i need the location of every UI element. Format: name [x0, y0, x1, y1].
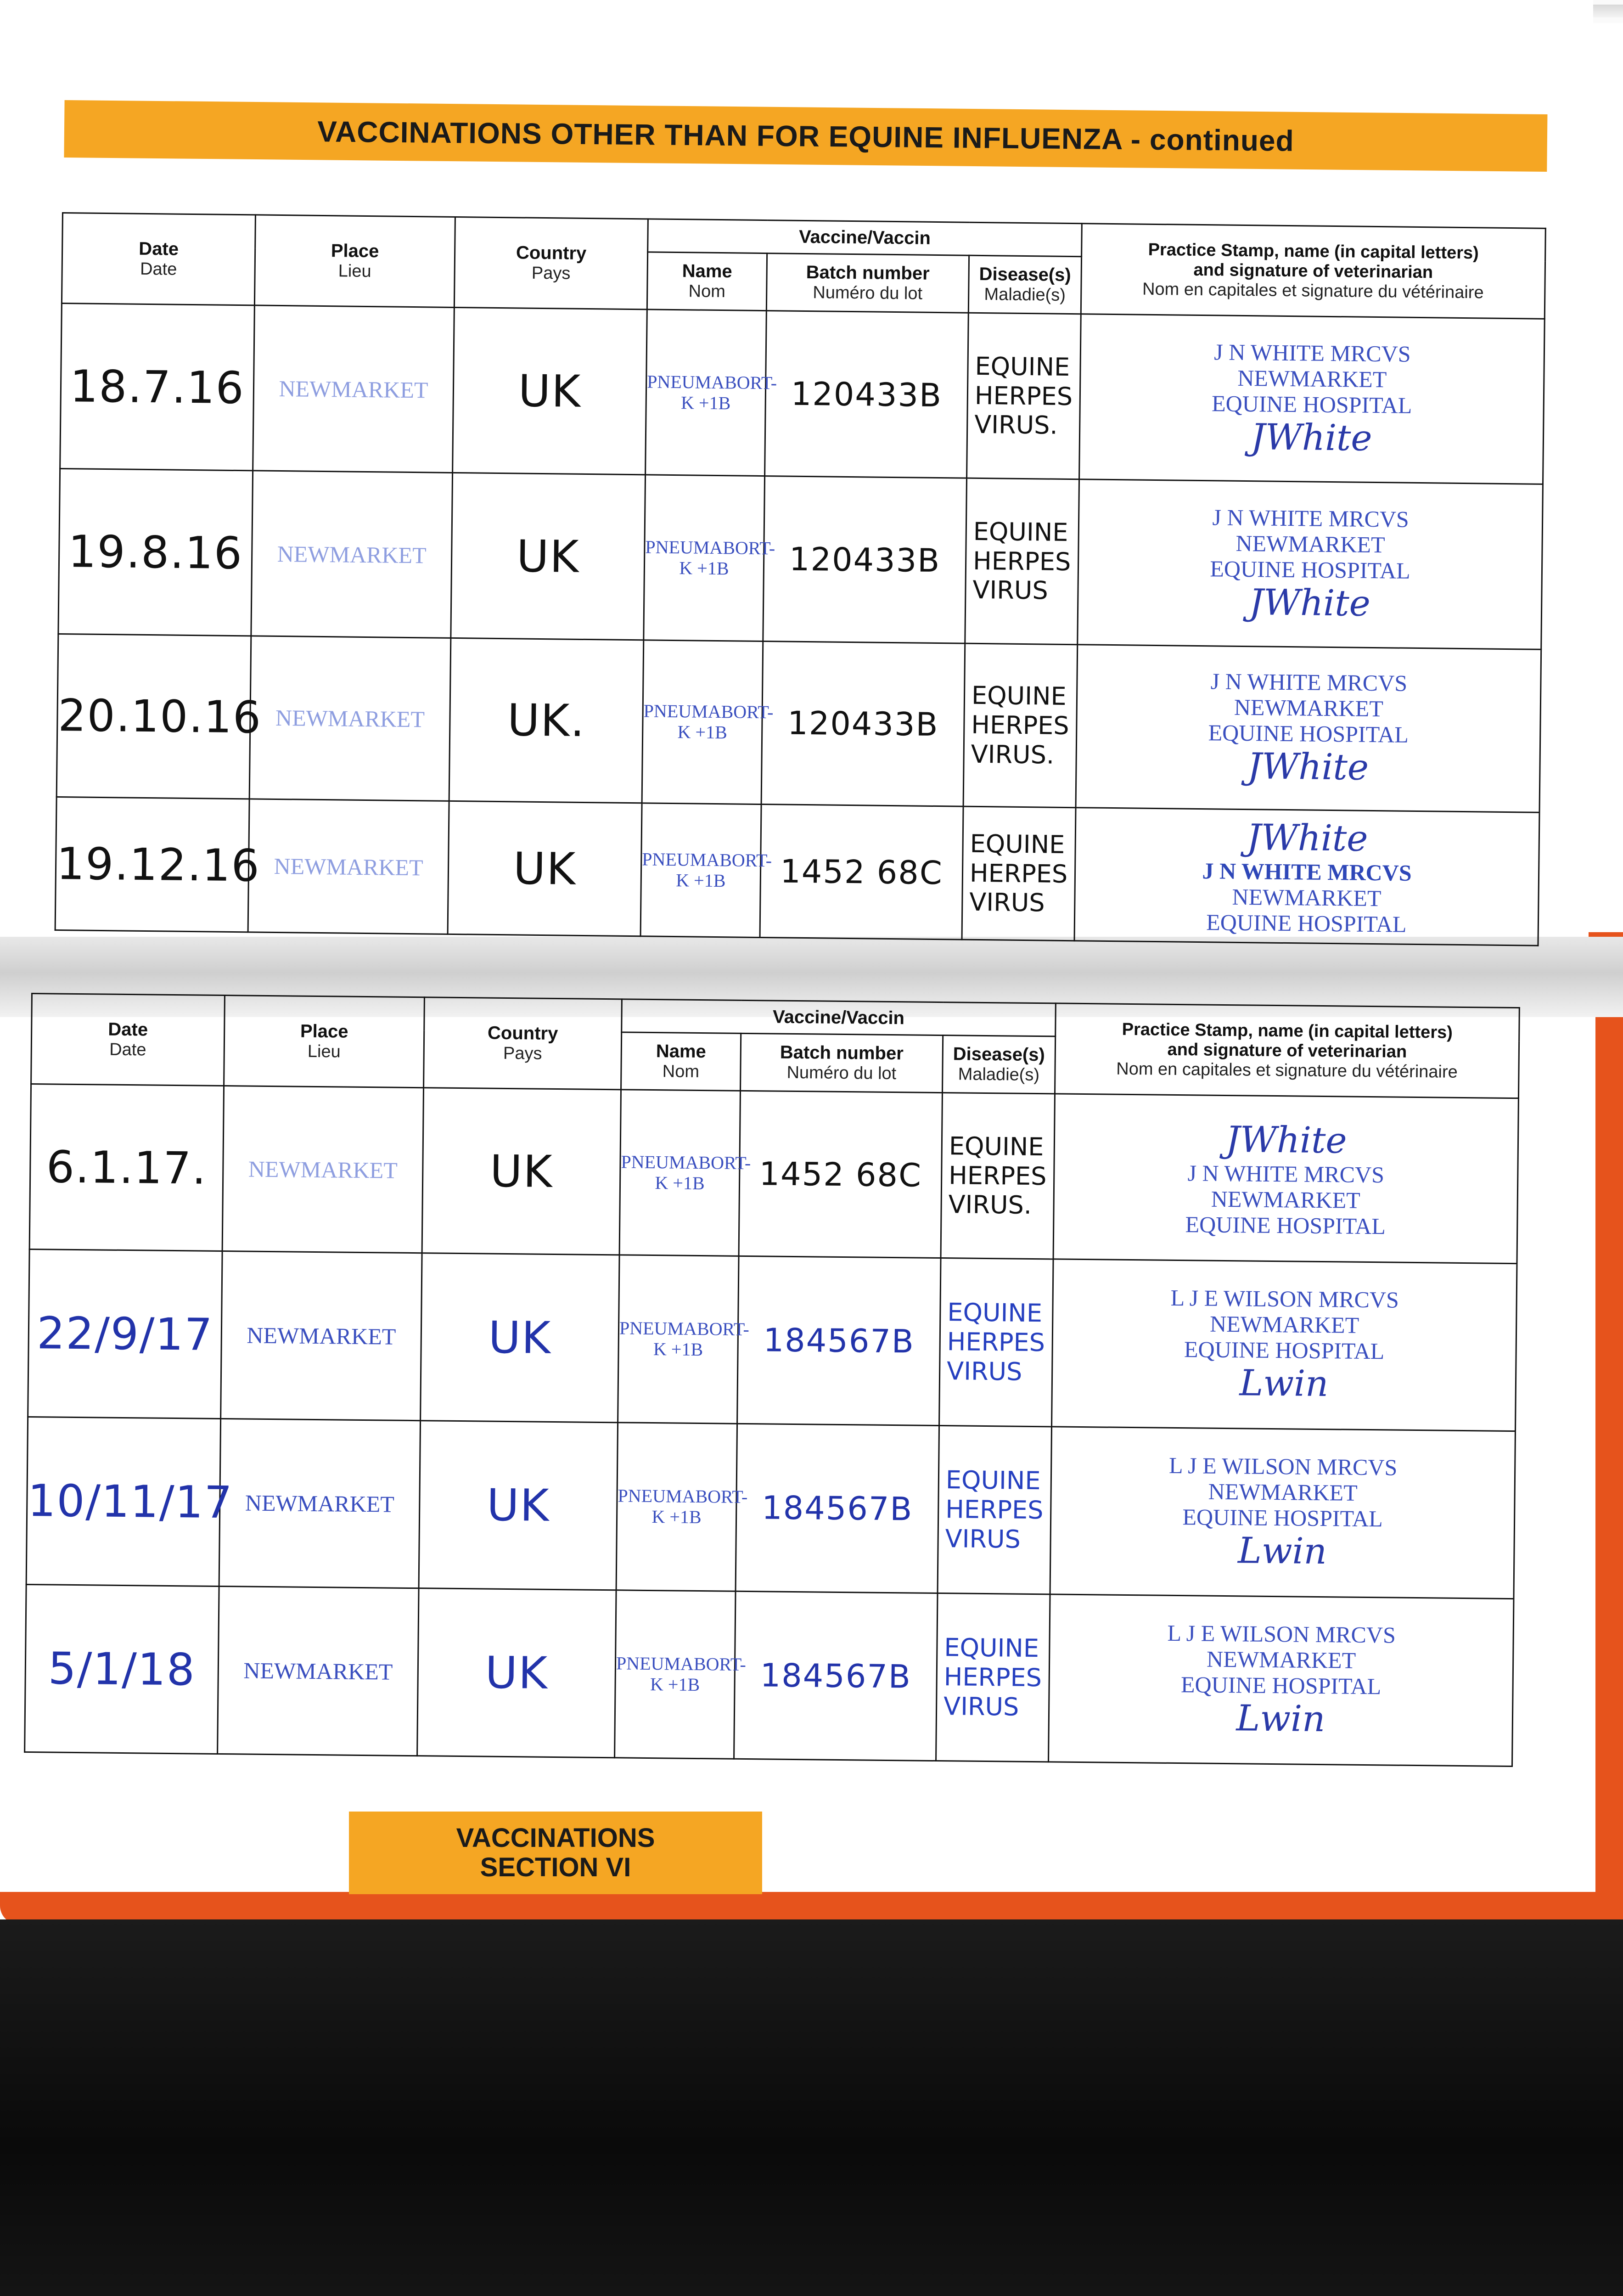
place-cell: NEWMARKET — [248, 799, 449, 934]
disease-cell: EQUINE HERPES VIRUS. — [967, 313, 1081, 479]
disease-cell: EQUINE HERPES VIRUS. — [963, 643, 1078, 808]
header-practice-stamp: Practice Stamp, name (in capital letters) and signature of veterinarian Nom en capitales et signature du vétérinaire — [1081, 224, 1545, 319]
place-cell: NEWMARKET — [249, 636, 451, 801]
header-vaccine: Vaccine/Vaccin — [622, 999, 1056, 1036]
country-cell: UK — [421, 1253, 619, 1423]
place-cell: NEWMARKET — [221, 1251, 422, 1421]
footer-line-1: VACCINATIONS — [456, 1823, 655, 1853]
disease-cell: EQUINE HERPES VIRUS — [962, 806, 1076, 941]
place-cell: NEWMARKET — [218, 1586, 419, 1756]
batch-number-cell: 184567B — [737, 1256, 941, 1425]
table-row — [25, 1584, 1514, 1766]
vet-stamp-cell: JWhite J N WHITE MRCVS NEWMARKET EQUINE HOSPITAL — [1053, 1094, 1518, 1264]
table-row — [55, 797, 1539, 945]
vet-stamp-cell: J N WHITE MRCVS NEWMARKET EQUINE HOSPITAL JWhite — [1078, 479, 1543, 650]
header-country: Country Pays — [454, 217, 648, 309]
country-cell: UK — [453, 307, 647, 474]
header-date: Date Date — [62, 213, 255, 305]
batch-number-cell: 120433B — [765, 311, 969, 478]
header-vaccine: Vaccine/Vaccin — [648, 219, 1082, 257]
country-cell: UK — [419, 1421, 618, 1590]
vet-signature: JWhite — [1249, 581, 1371, 625]
header-disease: Disease(s) Maladie(s) — [968, 255, 1081, 314]
batch-number-cell: 1452 68C — [760, 805, 963, 940]
vaccine-name-cell: PNEUMABORT-K +1B — [618, 1255, 739, 1424]
batch-number-cell: 1452 68C — [739, 1091, 942, 1258]
vaccine-name-cell: PNEUMABORT-K +1B — [615, 1590, 736, 1759]
header-disease: Disease(s) Maladie(s) — [943, 1035, 1056, 1094]
table-row — [56, 634, 1541, 812]
vet-stamp-cell: L J E WILSON MRCVS NEWMARKET EQUINE HOSPITAL Lwin — [1052, 1259, 1517, 1431]
table-row — [26, 1417, 1515, 1598]
country-cell: UK — [448, 801, 642, 936]
vet-signature: JWhite — [1250, 416, 1373, 459]
vet-signature: Lwin — [1236, 1698, 1325, 1740]
vaccine-name-cell: PNEUMABORT-K +1B — [619, 1090, 740, 1256]
header-vaccine-name: Name Nom — [647, 252, 767, 311]
header-practice-stamp: Practice Stamp, name (in capital letters) and signature of veterinarian Nom en capitales et signature du vétérinaire — [1055, 1003, 1519, 1098]
table-row — [58, 468, 1543, 649]
vet-stamp-cell: L J E WILSON MRCVS NEWMARKET EQUINE HOSPITAL Lwin — [1049, 1594, 1514, 1767]
date-cell: 5/1/18 — [25, 1584, 219, 1754]
date-cell: 6.1.17. — [29, 1084, 224, 1251]
place-cell: NEWMARKET — [219, 1419, 420, 1588]
vaccination-table-lower — [24, 993, 1520, 1767]
place-cell: NEWMARKET — [222, 1086, 423, 1253]
vet-signature: JWhite — [1225, 1119, 1348, 1162]
date-cell: 19.12.16 — [55, 797, 249, 932]
vaccine-name-cell: PNEUMABORT-K +1B — [640, 803, 761, 938]
header-batch-number: Batch number Numéro du lot — [766, 253, 969, 313]
header-place: Place Lieu — [224, 996, 425, 1088]
table-row — [60, 304, 1545, 484]
vet-signature: Lwin — [1237, 1530, 1327, 1573]
footer-line-2: SECTION VI — [480, 1852, 631, 1882]
disease-cell: EQUINE HERPES VIRUS. — [941, 1093, 1055, 1259]
disease-cell: EQUINE HERPES VIRUS — [965, 478, 1079, 645]
disease-cell: EQUINE HERPES VIRUS — [936, 1593, 1050, 1762]
batch-number-cell: 184567B — [734, 1591, 938, 1761]
table-row — [28, 1249, 1517, 1431]
header-batch-number: Batch number Numéro du lot — [741, 1033, 943, 1092]
vet-signature: JWhite — [1247, 746, 1369, 788]
banner-title: VACCINATIONS OTHER THAN FOR EQUINE INFLUENZA - continued — [317, 114, 1295, 158]
vet-signature: JWhite — [1246, 816, 1368, 860]
vaccine-name-cell: PNEUMABORT-K +1B — [646, 310, 767, 476]
country-cell: UK — [451, 473, 646, 640]
vet-signature: Lwin — [1239, 1362, 1329, 1405]
vaccine-name-cell: PNEUMABORT-K +1B — [616, 1423, 737, 1591]
country-cell: UK — [417, 1588, 616, 1758]
vet-stamp-cell: L J E WILSON MRCVS NEWMARKET EQUINE HOSPITAL Lwin — [1050, 1427, 1515, 1599]
batch-number-cell: 120433B — [763, 476, 967, 644]
country-cell: UK — [422, 1088, 621, 1255]
table-row — [29, 1084, 1518, 1264]
date-cell: 10/11/17 — [26, 1417, 220, 1586]
header-place: Place Lieu — [254, 215, 455, 308]
header-vaccine-name: Name Nom — [621, 1032, 741, 1091]
batch-number-cell: 184567B — [736, 1424, 939, 1593]
place-cell: NEWMARKET — [253, 305, 455, 473]
place-cell: NEWMARKET — [251, 471, 453, 638]
disease-cell: EQUINE HERPES VIRUS — [938, 1426, 1051, 1594]
disease-cell: EQUINE HERPES VIRUS — [939, 1258, 1053, 1427]
date-cell: 22/9/17 — [28, 1249, 222, 1418]
vaccine-name-cell: PNEUMABORT-K +1B — [644, 475, 765, 642]
vet-stamp-cell: J N WHITE MRCVS NEWMARKET EQUINE HOSPITAL JWhite — [1079, 314, 1545, 484]
section-footer-tab — [349, 1812, 762, 1894]
vet-stamp-cell: JWhite J N WHITE MRCVS NEWMARKET EQUINE HOSPITAL — [1074, 808, 1539, 946]
header-date: Date Date — [31, 994, 225, 1086]
date-cell: 19.8.16 — [58, 468, 253, 636]
date-cell: 20.10.16 — [56, 634, 251, 799]
dark-background — [0, 1919, 1623, 2296]
batch-number-cell: 120433B — [761, 642, 965, 807]
header-country: Country Pays — [424, 997, 622, 1090]
vaccination-table-upper — [55, 212, 1546, 946]
vet-stamp-cell: J N WHITE MRCVS NEWMARKET EQUINE HOSPITAL JWhite — [1076, 645, 1541, 813]
date-cell: 18.7.16 — [60, 304, 255, 471]
country-cell: UK. — [449, 638, 644, 803]
vaccine-name-cell: PNEUMABORT-K +1B — [642, 640, 763, 805]
